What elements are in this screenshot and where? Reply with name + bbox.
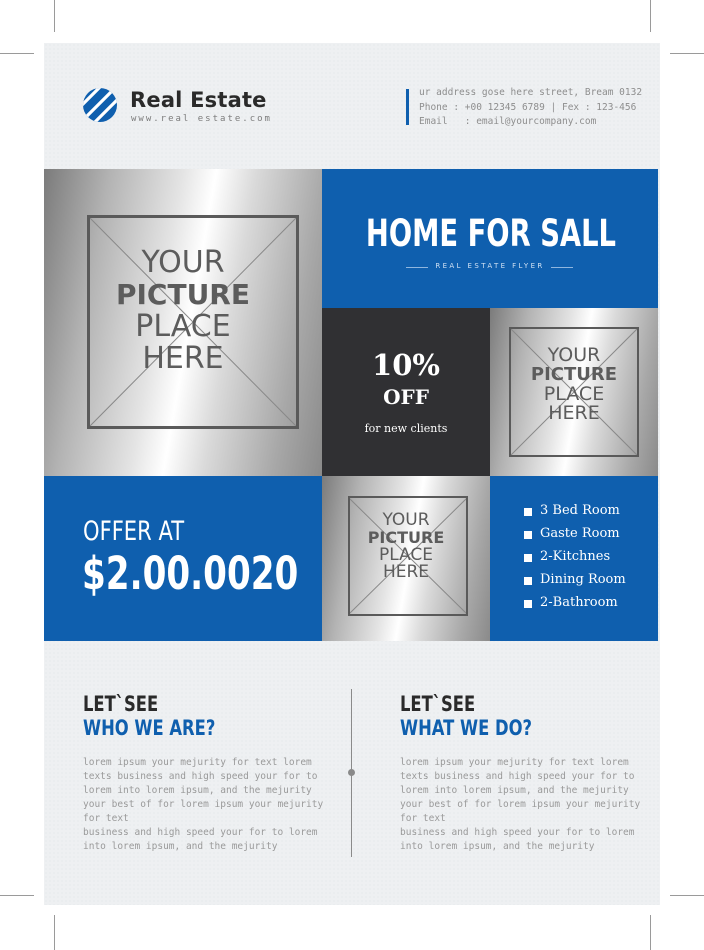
crop-mark bbox=[54, 915, 55, 950]
crop-mark bbox=[0, 53, 34, 54]
crop-mark bbox=[670, 53, 704, 54]
offer-label: OFFER AT bbox=[83, 516, 185, 547]
about-right-paragraph-1: lorem ipsum your mejurity for text lorem texts business and high speed your for to lorem into lorem ipsum, and the mejurity your best of for lorem ipsum your mejurity for text bbox=[400, 757, 641, 824]
crop-mark bbox=[650, 0, 651, 32]
bullet-icon bbox=[524, 577, 532, 585]
crop-mark bbox=[54, 0, 55, 32]
about-left-paragraph-1: lorem ipsum your mejurity for text lorem texts business and high speed your for to lorem into lorem ipsum, and the mejurity your best of for lorem ipsum your mejurity for text bbox=[83, 757, 324, 824]
picture-placeholder-right bbox=[490, 308, 658, 476]
bullet-icon bbox=[524, 554, 532, 562]
about-right-paragraph-2: business and high speed your for to lorem into lorem ipsum, and the mejurity bbox=[400, 827, 635, 852]
crop-mark bbox=[0, 895, 34, 896]
discount-panel bbox=[322, 308, 490, 476]
offer-price: $2.00.0020 bbox=[82, 547, 299, 600]
main-heading: HOME FOR SALL bbox=[365, 212, 617, 255]
offer-panel bbox=[44, 476, 322, 641]
discount-note: for new clients bbox=[364, 422, 448, 435]
crop-mark bbox=[650, 915, 651, 950]
subtitle: REAL ESTATE FLYER bbox=[435, 262, 545, 270]
placeholder-text: YOUR PICTURE PLACE HERE bbox=[530, 344, 618, 424]
picture-placeholder-large bbox=[44, 169, 322, 476]
brand-name: Real Estate bbox=[130, 88, 267, 112]
title-panel bbox=[322, 169, 658, 308]
about-right-heading: WHAT WE DO? bbox=[400, 716, 533, 740]
divider-dot bbox=[348, 769, 355, 776]
about-right-kicker: LET`SEE bbox=[400, 692, 476, 716]
website: www.real estate.com bbox=[131, 114, 272, 124]
email-line: Email : email@yourcompany.com bbox=[419, 116, 597, 127]
placeholder-text: YOUR PICTURE PLACE HERE bbox=[115, 245, 250, 376]
bullet-icon bbox=[524, 600, 532, 608]
address-line: ur address gose here street, Bream 0132 bbox=[419, 87, 643, 98]
discount-off: OFF bbox=[383, 385, 429, 409]
about-left-heading: WHO WE ARE? bbox=[83, 716, 216, 740]
contact-block bbox=[419, 86, 642, 130]
discount-percent: 10% bbox=[372, 348, 440, 382]
crop-mark bbox=[670, 895, 704, 896]
about-left-paragraph-2: business and high speed your for to lorem into lorem ipsum, and the mejurity bbox=[83, 827, 318, 852]
bullet-icon bbox=[524, 508, 532, 516]
placeholder-text: YOUR PICTURE PLACE HERE bbox=[367, 510, 445, 582]
bullet-icon bbox=[524, 531, 532, 539]
contact-divider bbox=[406, 89, 409, 125]
about-left-kicker: LET`SEE bbox=[83, 692, 159, 716]
picture-placeholder-middle bbox=[322, 476, 490, 641]
logo-icon bbox=[83, 88, 117, 122]
phone-line: Phone : +00 12345 6789 | Fex : 123-456 bbox=[419, 101, 637, 113]
